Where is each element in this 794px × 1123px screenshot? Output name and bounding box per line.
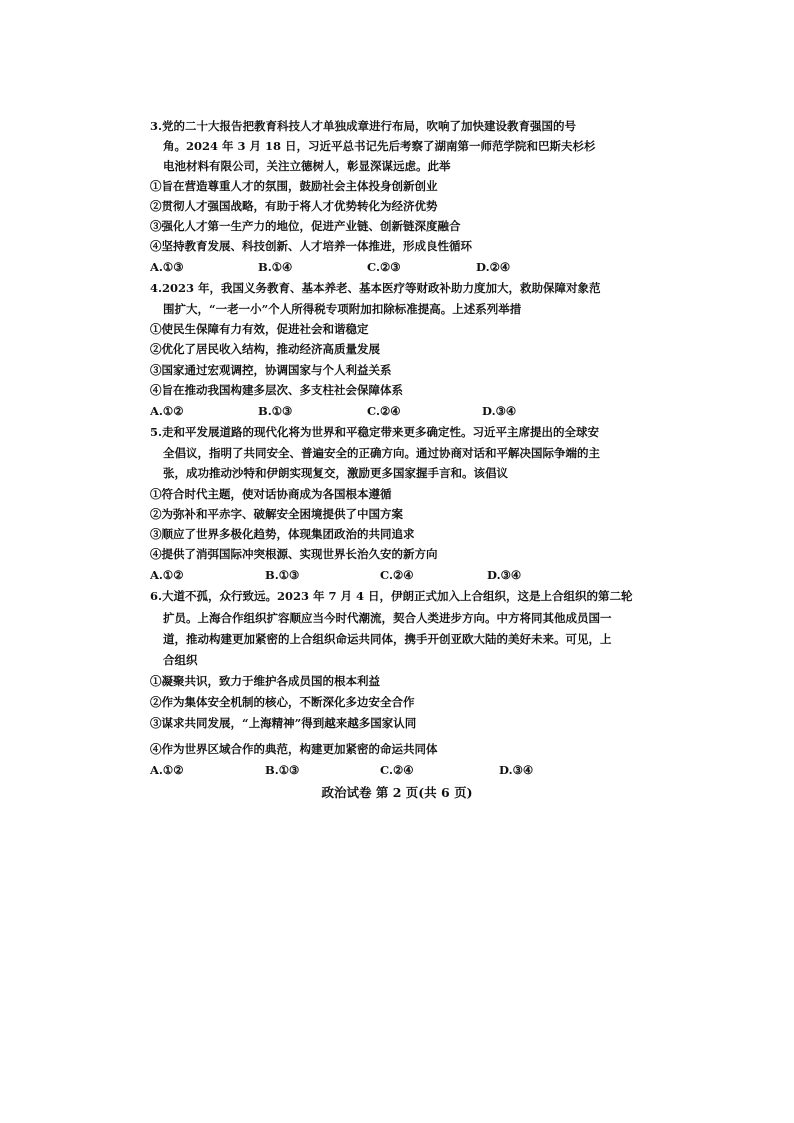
q5-option-c: C.②④	[380, 568, 414, 582]
q5-item-2: ②为弥补和平赤字、破解安全困境提供了中国方案	[150, 507, 403, 521]
q4-item-3: ③国家通过宏观调控，协调国家与个人利益关系	[150, 363, 392, 377]
q3-option-a: A.①③	[150, 260, 184, 274]
q6-option-d: D.③④	[499, 763, 534, 777]
q6-item-1: ①凝聚共识，致力于维护各成员国的根本利益	[150, 674, 380, 688]
q4-item-2: ②优化了居民收入结构，推动经济高质量发展	[150, 342, 380, 356]
q5-option-d: D.③④	[487, 568, 522, 582]
q6-option-c: C.②④	[380, 763, 414, 777]
q5-item-3: ③顺应了世界多极化趋势，体现集团政治的共同追求	[150, 527, 415, 541]
q6-item-2: ②作为集体安全机制的核心，不断深化多边安全合作	[150, 695, 415, 709]
q5-option-a: A.①②	[150, 568, 184, 582]
q5-stem-line-2: 全倡议，指明了共同安全、普遍安全的正确方向。通过协商对话和平解决国际争端的主	[163, 446, 600, 460]
q3-option-b: B.①④	[258, 260, 293, 274]
q3-stem-line-2: 角。2024 年 3 月 18 日，习近平总书记先后考察了湖南第一师范学院和巴斯夫杉杉	[163, 139, 596, 153]
q4-item-1: ①使民生保障有力有效，促进社会和谐稳定	[150, 322, 369, 336]
q6-option-a: A.①②	[150, 763, 184, 777]
q3-option-d: D.②④	[476, 260, 511, 274]
q4-option-a: A.①②	[150, 404, 184, 418]
q6-stem-line-1: 6.大道不孤，众行致远。2023 年 7 月 4 日，伊朗正式加入上合组织，这是上合组织的第二轮	[150, 589, 633, 603]
q6-stem-line-3: 道，推动构建更加紧密的上合组织命运共同体，携手开创亚欧大陆的美好未来。可见，上	[163, 632, 612, 646]
q4-option-c: C.②④	[367, 404, 401, 418]
q3-stem-line-3: 电池材料有限公司，关注立德树人，彰显深谋远虑。此举	[163, 159, 451, 173]
q6-option-b: B.①③	[265, 763, 300, 777]
q6-stem-line-4: 合组织	[163, 653, 198, 667]
q6-item-4: ④作为世界区域合作的典范，构建更加紧密的命运共同体	[150, 742, 438, 756]
q4-option-b: B.①③	[258, 404, 293, 418]
q3-option-c: C.②③	[367, 260, 401, 274]
q6-stem-line-2: 扩员。上海合作组织扩容顺应当今时代潮流，契合人类进步方向。中方将同其他成员国一	[163, 611, 612, 625]
q6-item-3: ③谋求共同发展，“上海精神”得到越来越多国家认同	[150, 716, 417, 730]
q3-item-3: ③强化人才第一生产力的地位，促进产业链、创新链深度融合	[150, 219, 461, 233]
q3-item-4: ④坚持教育发展、科技创新、人才培养一体推进，形成良性循环	[150, 239, 472, 253]
q3-item-2: ②贯彻人才强国战略，有助于将人才优势转化为经济优势	[150, 199, 438, 213]
q3-item-1: ①旨在营造尊重人才的氛围，鼓励社会主体投身创新创业	[150, 179, 438, 193]
q4-item-4: ④旨在推动我国构建多层次、多支柱社会保障体系	[150, 383, 403, 397]
q3-stem-line-1: 3.党的二十大报告把教育科技人才单独成章进行布局，吹响了加快建设教育强国的号	[150, 119, 577, 133]
q5-item-4: ④提供了消弭国际冲突根源、实现世界长治久安的新方向	[150, 547, 438, 561]
q4-stem-line-2: 围扩大，“一老一小”个人所得税专项附加扣除标准提高。上述系列举措	[163, 302, 522, 316]
q4-stem-line-1: 4.2023 年，我国义务教育、基本养老、基本医疗等财政补助力度加大，救助保障对象范	[150, 281, 601, 295]
q5-item-1: ①符合时代主题，使对话协商成为各国根本遵循	[150, 487, 392, 501]
q5-stem-line-3: 张，成功推动沙特和伊朗实现复交，激励更多国家握手言和。该倡议	[163, 466, 508, 480]
q5-stem-line-1: 5.走和平发展道路的现代化将为世界和平稳定带来更多确定性。习近平主席提出的全球安	[150, 425, 600, 439]
q4-option-d: D.③④	[482, 404, 517, 418]
q5-option-b: B.①③	[265, 568, 300, 582]
page-footer: 政治试卷 第 2 页(共 6 页)	[321, 785, 473, 800]
